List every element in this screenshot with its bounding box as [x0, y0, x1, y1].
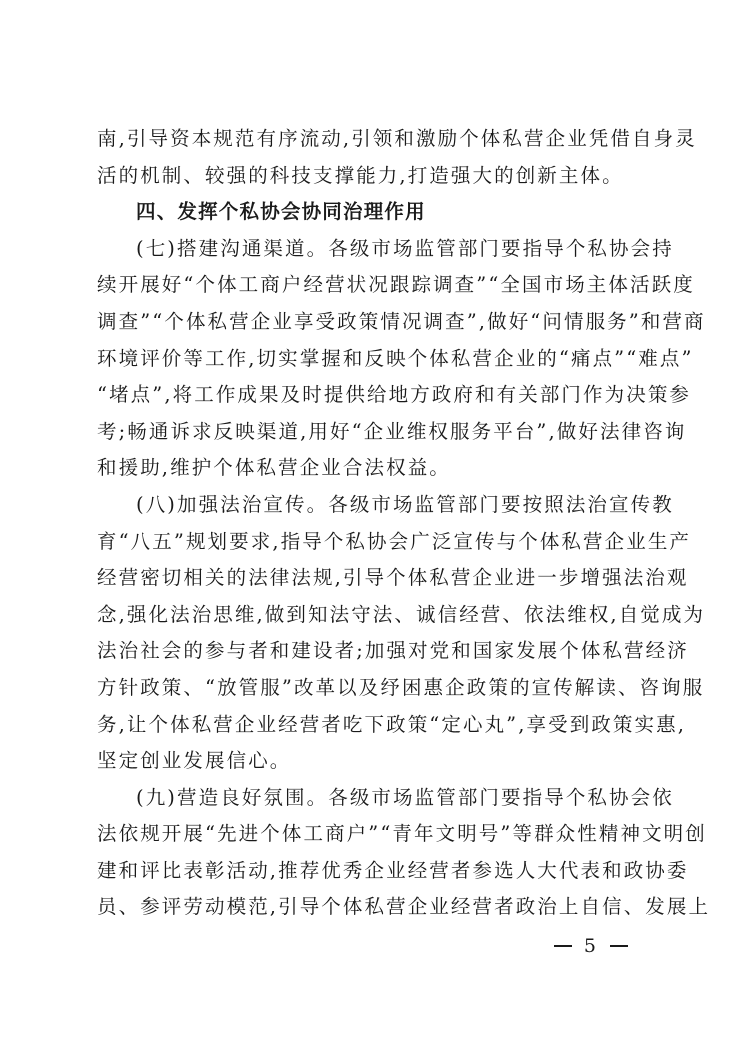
text-line: 坚定创业发展信心。 — [97, 749, 292, 773]
text-line: 经营密切相关的法律法规,引导个体私营企业进一步增强法治观 — [97, 566, 689, 590]
text-line: 法依规开展“先进个体工商户”“青年文明号”等群众性精神文明创 — [97, 822, 707, 846]
text-line: 续开展好“个体工商户经营状况跟踪调查”“全国市场主体活跃度 — [97, 273, 695, 297]
text-line: 员、参评劳动模范,引导个体私营企业经营者政治上自信、发展上 — [97, 895, 711, 919]
text-line: 法治社会的参与者和建设者;加强对党和国家发展个体私营经济 — [97, 639, 689, 663]
footer-dash-left — [554, 945, 572, 946]
text-line: 建和评比表彰活动,推荐优秀企业经营者参选人大代表和政协委 — [97, 858, 689, 882]
text-line: (七)搭建沟通渠道。各级市场监管部门要指导个私协会持 — [136, 236, 674, 260]
footer-dash-right — [610, 945, 628, 946]
text-line: 育“八五”规划要求,指导个私协会广泛宣传与个体私营企业生产 — [97, 529, 692, 553]
text-line: 和援助,维护个体私营企业合法权益。 — [97, 456, 451, 480]
section-heading: 四、发挥个私协会协同治理作用 — [136, 200, 426, 224]
text-line: 务,让个体私营企业经营者吃下政策“定心丸”,享受到政策实惠, — [97, 712, 687, 736]
text-line: (九)营造良好氛围。各级市场监管部门要指导个私协会依 — [136, 785, 674, 809]
text-line: 调查”“个体私营企业享受政策情况调查”,做好“问情服务”和营商 — [97, 309, 706, 333]
text-line: 考;畅通诉求反映渠道,用好“企业维权服务平台”,做好法律咨询 — [97, 419, 687, 443]
page-number: 5 — [583, 935, 598, 957]
text-line: 南,引导资本规范有序流动,引领和激励个体私营企业凭借自身灵 — [97, 127, 697, 150]
text-line: (八)加强法治宣传。各级市场监管部门要按照法治宣传教 — [136, 492, 674, 516]
page-footer — [554, 935, 628, 957]
text-line: 环境评价等工作,切实掌握和反映个体私营企业的“痛点”“难点” — [97, 346, 694, 370]
text-line: “堵点”,将工作成果及时提供给地方政府和有关部门作为决策参 — [97, 383, 692, 407]
text-line: 念,强化法治思维,做到知法守法、诚信经营、依法维权,自觉成为 — [97, 602, 706, 626]
body-text — [97, 121, 711, 926]
text-line: 活的机制、较强的科技支撑能力,打造强大的创新主体。 — [97, 163, 624, 187]
text-line: 方针政策、“放管服”改革以及纾困惠企政策的宣传解读、咨询服 — [97, 675, 705, 699]
